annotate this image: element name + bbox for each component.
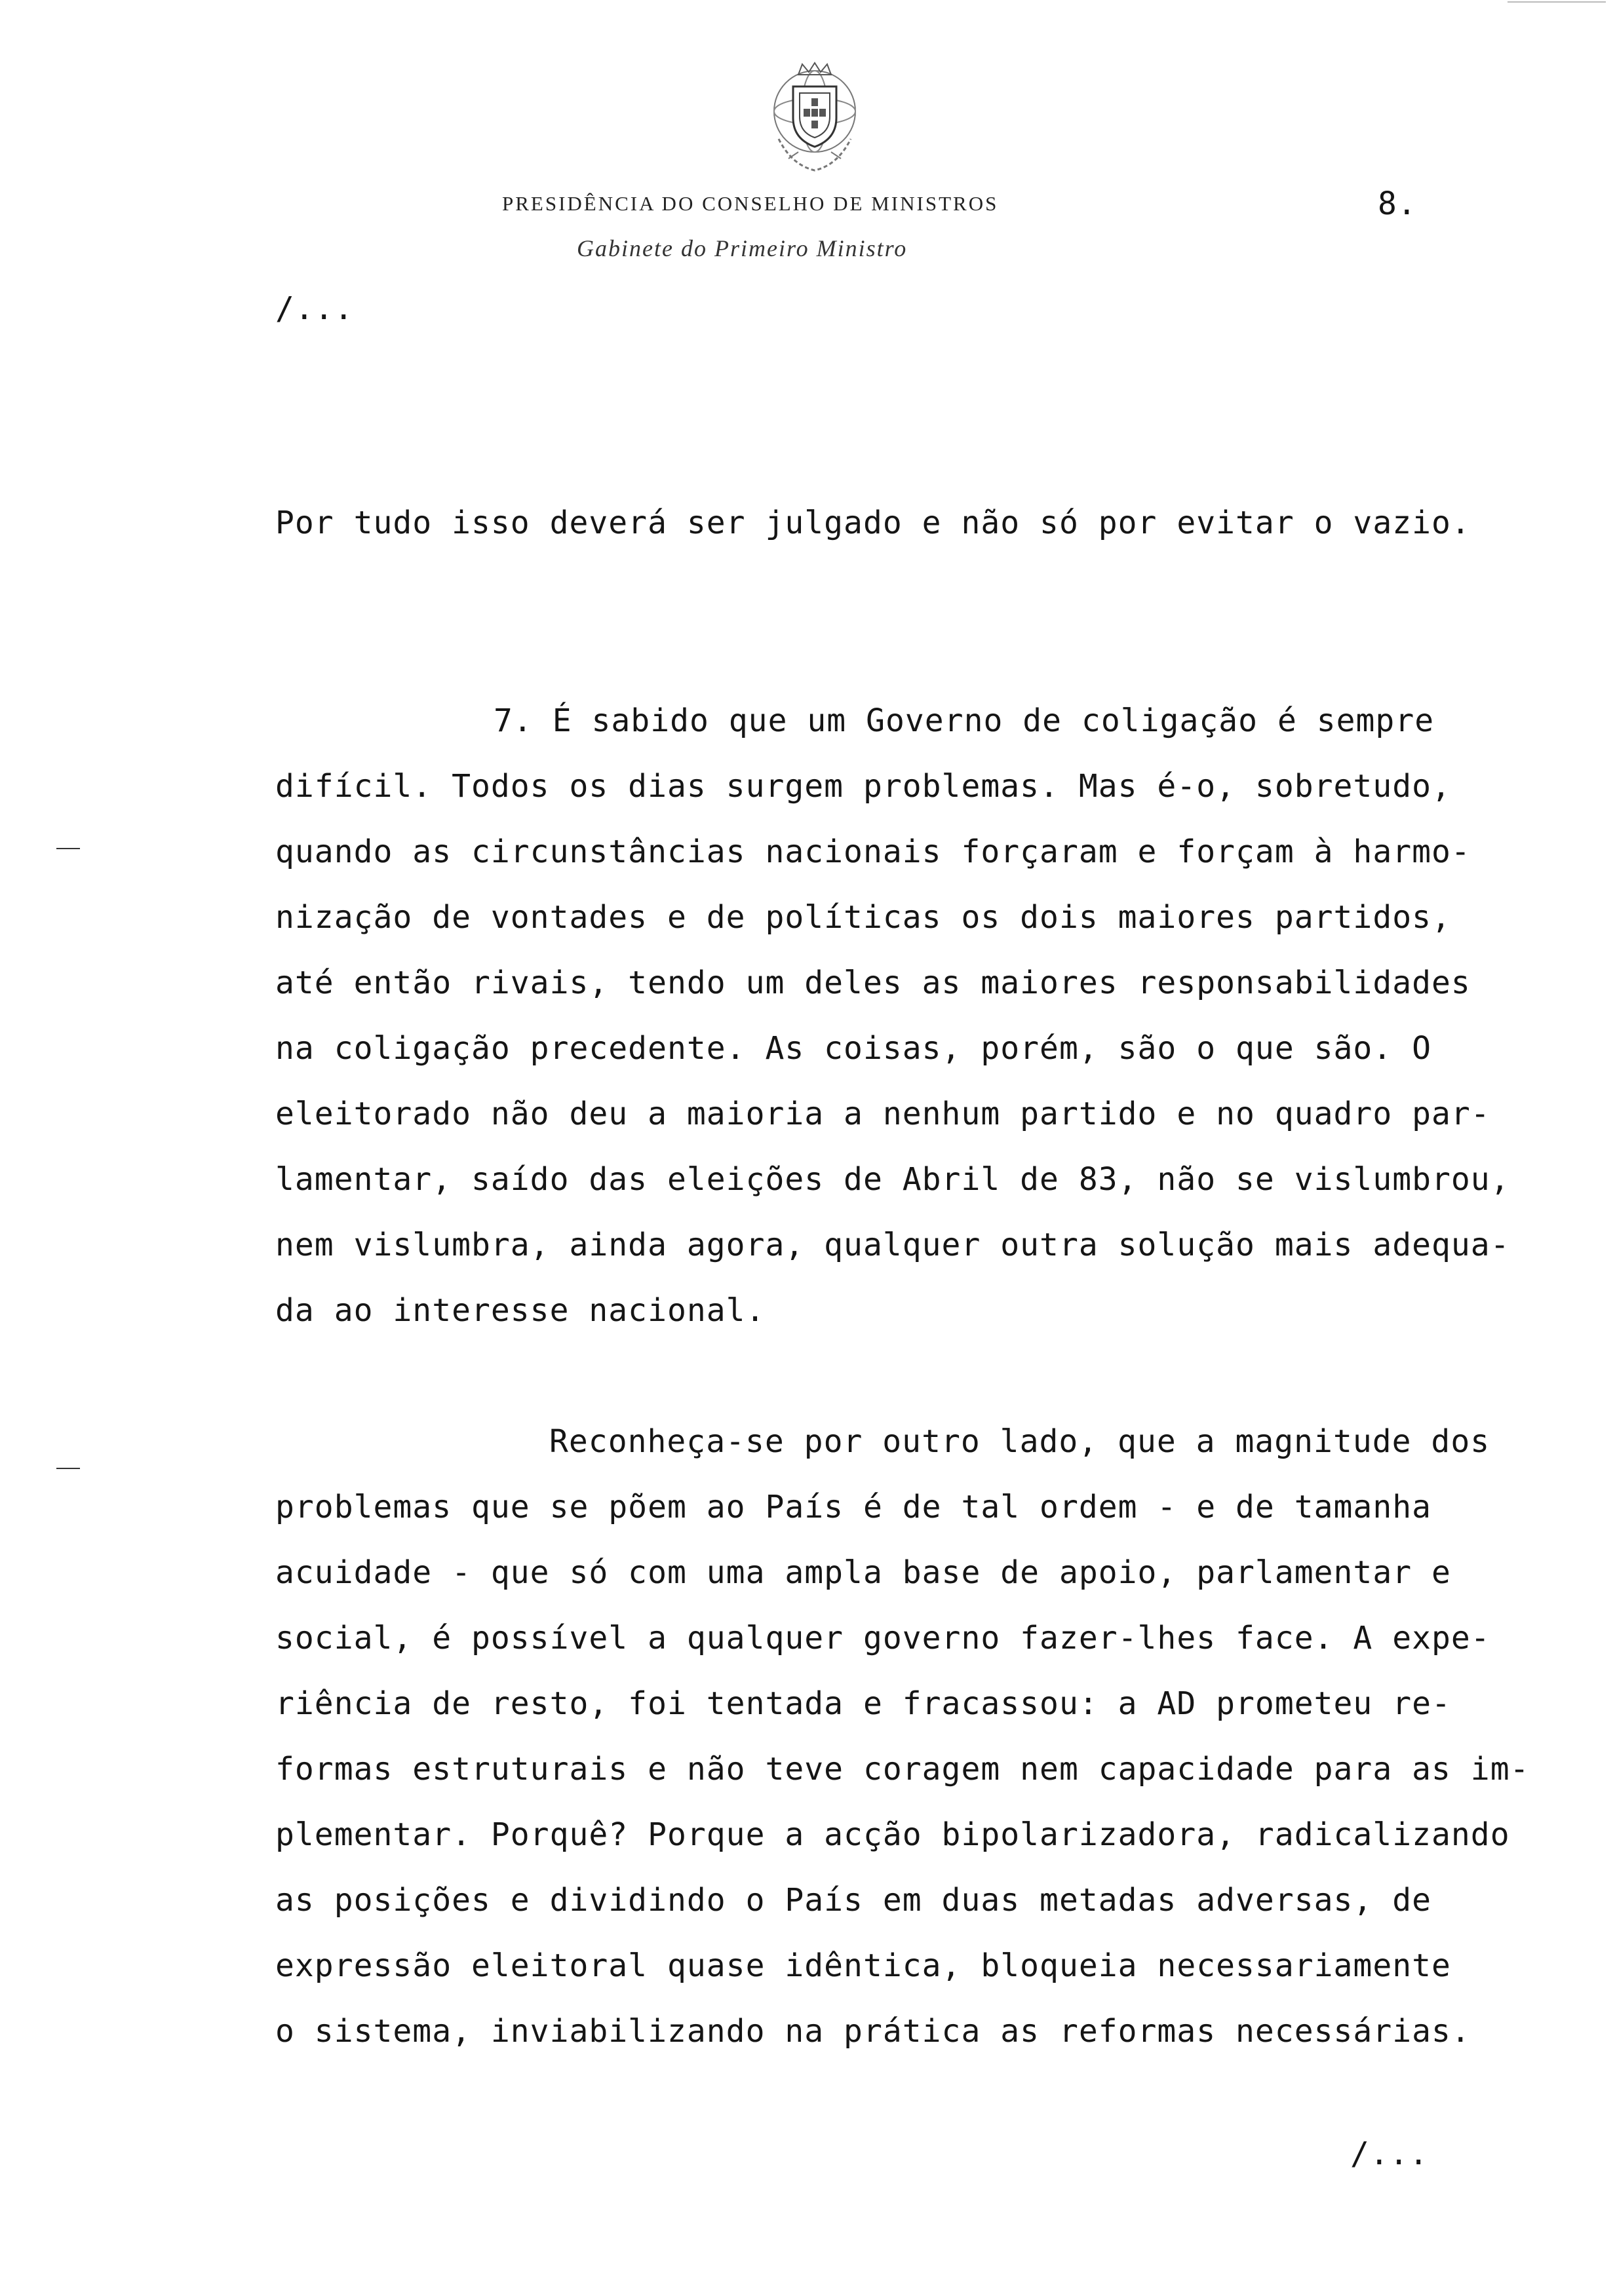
body-line: lamentar, saído das eleições de Abril de 83, não se vislumbrou,: [275, 1161, 1510, 1198]
body-line: expressão eleitoral quase idêntica, bloqueia necessariamente: [275, 1947, 1451, 1984]
portuguese-coat-of-arms-icon: [759, 60, 870, 178]
body-line: plementar. Porquê? Porque a acção bipolarizadora, radicalizando: [275, 1816, 1510, 1853]
body-line: acuidade - que só com uma ampla base de apoio, parlamentar e: [275, 1554, 1451, 1591]
body-line: Por tudo isso deverá ser julgado e não só por evitar o vazio.: [275, 505, 1471, 541]
body-line: riência de resto, foi tentada e fracassou: a AD prometeu re-: [275, 1685, 1451, 1722]
body-line: difícil. Todos os dias surgem problemas. Mas é-o, sobretudo,: [275, 768, 1451, 805]
body-line: nização de vontades e de políticas os dois maiores partidos,: [275, 899, 1451, 936]
body-line: problemas que se põem ao País é de tal ordem - e de tamanha: [275, 1489, 1432, 1525]
body-line: eleitorado não deu a maioria a nenhum partido e no quadro par-: [275, 1096, 1490, 1132]
continuation-marker-top: /...: [275, 290, 354, 327]
margin-mark: [56, 1468, 80, 1469]
margin-mark: [56, 848, 80, 849]
body-line: as posições e dividindo o País em duas metadas adversas, de: [275, 1882, 1432, 1919]
body-line: quando as circunstâncias nacionais forçaram e forçam à harmo-: [275, 833, 1471, 870]
header-title: PRESIDÊNCIA DO CONSELHO DE MINISTROS: [502, 192, 999, 215]
header-subtitle: Gabinete do Primeiro Ministro: [577, 235, 908, 261]
page-number: 8.: [1378, 185, 1417, 222]
top-edge-rule: [1508, 1, 1606, 3]
body-line: formas estruturais e não teve coragem nem capacidade para as im-: [275, 1751, 1530, 1788]
body-line: Reconheça-se por outro lado, que a magnitude dos: [549, 1423, 1490, 1460]
body-line: até então rivais, tendo um deles as maiores responsabilidades: [275, 965, 1471, 1001]
continuation-marker-bottom: /...: [1350, 2135, 1429, 2172]
body-line: nem vislumbra, ainda agora, qualquer outra solução mais adequa-: [275, 1227, 1510, 1263]
body-line: o sistema, inviabilizando na prática as reformas necessárias.: [275, 2013, 1471, 2050]
body-line: na coligação precedente. As coisas, porém, são o que são. O: [275, 1030, 1432, 1067]
body-line: da ao interesse nacional.: [275, 1292, 766, 1329]
body-line: 7. É sabido que um Governo de coligação é sempre: [494, 702, 1435, 739]
body-line: social, é possível a qualquer governo fazer-lhes face. A expe-: [275, 1620, 1490, 1656]
